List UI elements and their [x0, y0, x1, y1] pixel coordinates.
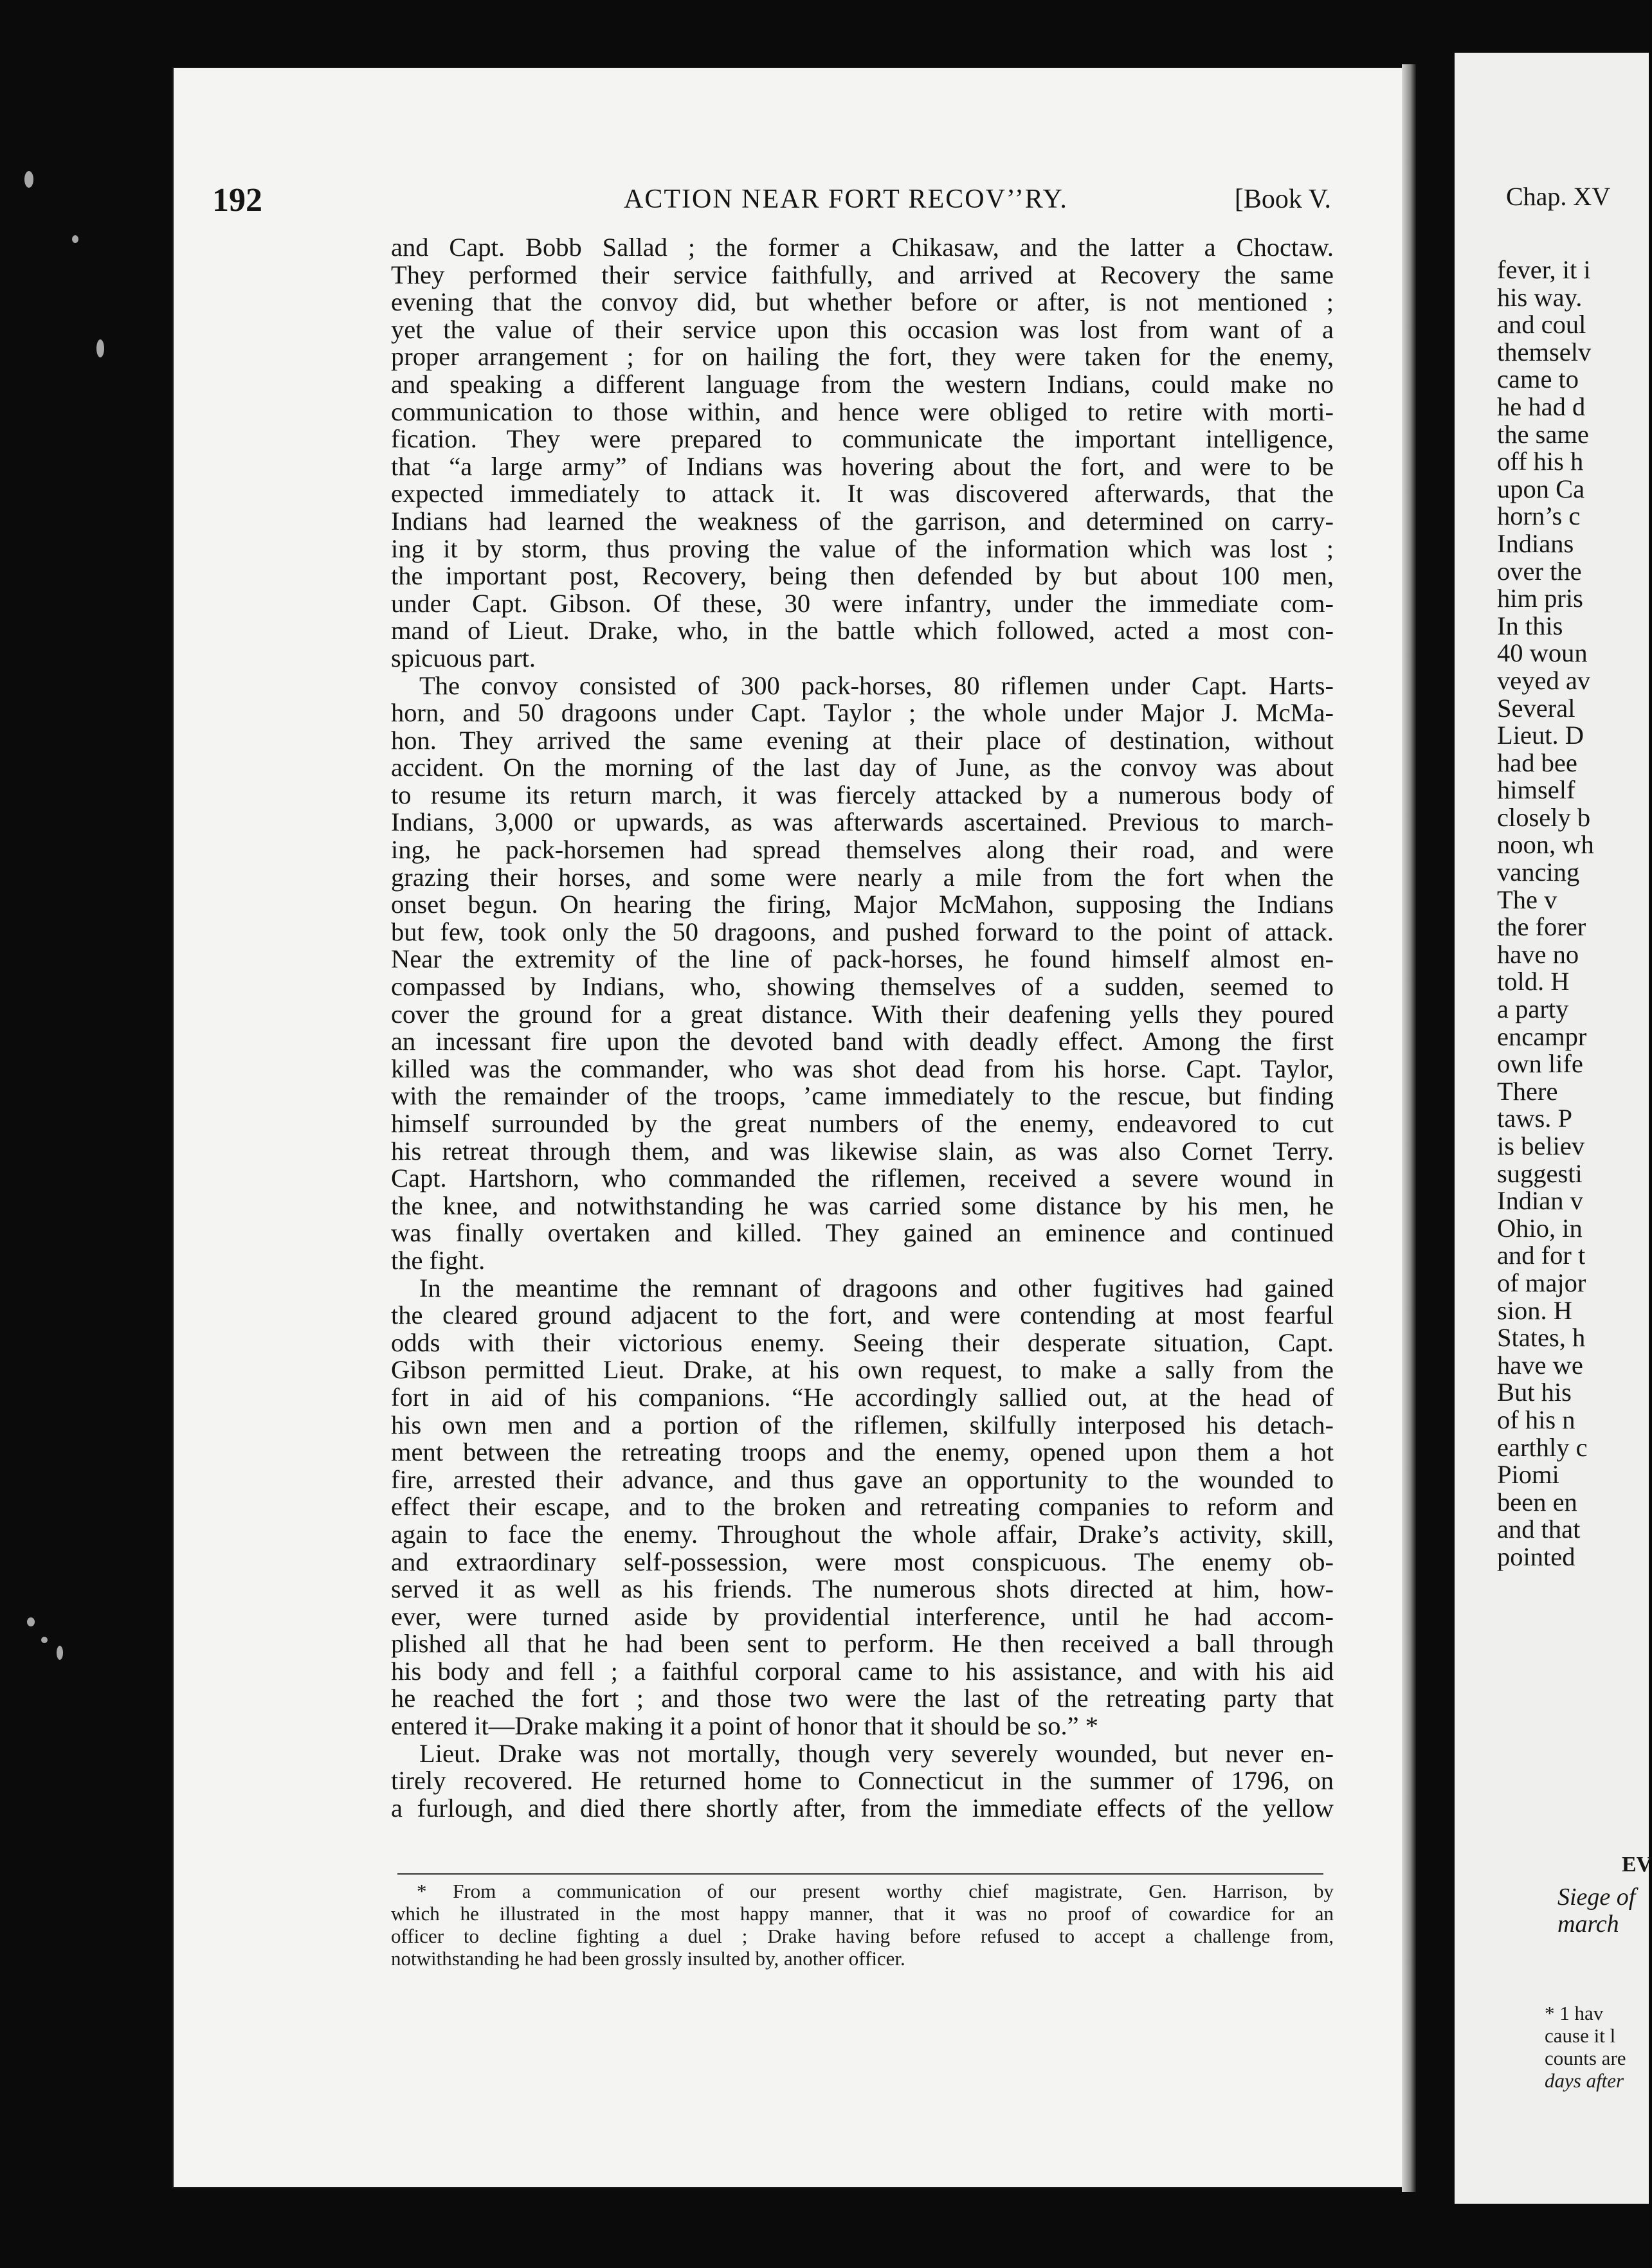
text-line: his retreat through them, and was likewise slain, as was also Cornet Terry. — [391, 1136, 1334, 1166]
text-line: killed was the commander, who was shot dead from his horse. Capt. Taylor, — [391, 1054, 1334, 1083]
facing-page-line: vancing — [1497, 858, 1580, 887]
facing-page-line: horn’s c — [1497, 501, 1581, 531]
facing-page-line: noon, wh — [1497, 830, 1594, 860]
facing-page-running-head: Chap. XV — [1506, 182, 1611, 211]
facing-page-line: march — [1557, 1911, 1619, 1938]
footnote-line: officer to decline fighting a duel ; Drake having before refused to accept a challenge from, — [391, 1925, 1334, 1947]
facing-page-line: is believ — [1497, 1131, 1585, 1160]
text-line: proper arrangement ; for on hailing the fort, they were taken for the enemy, — [391, 342, 1334, 372]
scan-speck — [24, 171, 33, 188]
facing-page-line: of his n — [1497, 1405, 1575, 1434]
text-line: In the meantime the remnant of dragoons and other fugitives had gained — [419, 1273, 1334, 1302]
text-line: spicuous part. — [391, 643, 536, 672]
text-line: his own men and a portion of the riflemen, skilfully interposed his detach- — [391, 1410, 1334, 1439]
book-label: [Book V. — [1234, 184, 1331, 214]
page-title: ACTION NEAR FORT RECOV’’RY. — [624, 184, 1068, 214]
text-line: Indians, 3,000 or upwards, as was afterwards ascertained. Previous to march- — [391, 807, 1334, 837]
text-line: Indians had learned the weakness of the garrison, and determined on carry- — [391, 506, 1334, 536]
facing-page — [1455, 53, 1652, 2204]
facing-page-line: Siege of — [1557, 1884, 1636, 1911]
running-head — [212, 181, 1331, 220]
text-line: under Capt. Gibson. Of these, 30 were infantry, under the immediate com- — [391, 588, 1334, 618]
facing-page-line: and that — [1497, 1515, 1581, 1544]
facing-page-line: sion. H — [1497, 1295, 1573, 1325]
scan-speck — [27, 1617, 35, 1626]
text-line: ing, he pack-horsemen had spread themselves along their road, and were — [391, 835, 1334, 865]
text-line: to resume its return march, it was fiercely attacked by a numerous body of — [391, 780, 1334, 809]
facing-page-line: own life — [1497, 1049, 1583, 1079]
text-line: odds with their victorious enemy. Seeing their desperate situation, Capt. — [391, 1328, 1334, 1357]
text-line: compassed by Indians, who, showing themselves of a sudden, seemed to — [391, 972, 1334, 1002]
text-line: that “a large army” of Indians was hovering about the fort, and were to be — [391, 451, 1334, 481]
facing-page-line: upon Ca — [1497, 474, 1585, 503]
text-line: fort in aid of his companions. “He accordingly sallied out, at the head of — [391, 1382, 1334, 1412]
text-line: hon. They arrived the same evening at their place of destination, without — [391, 725, 1334, 755]
facing-page-line: themselv — [1497, 337, 1592, 366]
scan-speck — [41, 1637, 48, 1643]
facing-page-line: Several — [1497, 693, 1575, 723]
text-line: accident. On the morning of the last day of June, as the convoy was about — [391, 753, 1334, 782]
text-line: evening that the convoy did, but whether before or after, is not mentioned ; — [391, 287, 1334, 317]
facing-page-text — [1497, 256, 1594, 1571]
facing-page-side-note — [1557, 1884, 1635, 1938]
text-line: his body and fell ; a faithful corporal came to his assistance, and with his aid — [391, 1656, 1334, 1686]
facing-page-line: closely b — [1497, 802, 1591, 832]
facing-page-line: veyed av — [1497, 665, 1591, 695]
scan-speck — [72, 235, 78, 243]
text-line: effect their escape, and to the broken and retreating companies to reform and — [391, 1492, 1334, 1522]
text-line: himself surrounded by the great numbers of the enemy, endeavored to cut — [391, 1109, 1334, 1138]
text-line: he reached the fort ; and those two were the last of the retreating party that — [391, 1684, 1334, 1713]
text-line: with the remainder of the troops, ’came immediately to the rescue, but finding — [391, 1081, 1334, 1111]
text-line: a furlough, and died there shortly after, from the immediate effects of the yellow — [391, 1793, 1334, 1823]
facing-page-line: over the — [1497, 556, 1582, 586]
facing-page-line: The v — [1497, 885, 1557, 914]
scan-speck — [57, 1646, 63, 1660]
facing-page-line: Indian v — [1497, 1186, 1583, 1216]
facing-page-line: had bee — [1497, 748, 1577, 777]
facing-page-line: days after — [1545, 2069, 1624, 2092]
text-line: horn, and 50 dragoons under Capt. Taylor ; the whole under Major J. McMa- — [391, 698, 1334, 728]
facing-page-line: the same — [1497, 419, 1589, 449]
facing-page-line: him pris — [1497, 584, 1583, 613]
text-line: plished all that he had been sent to perform. He then received a ball through — [391, 1629, 1334, 1659]
text-line: the fight. — [391, 1245, 486, 1275]
text-line: Capt. Hartshorn, who commanded the riflemen, received a severe wound in — [391, 1164, 1334, 1193]
facing-page-line: 40 woun — [1497, 638, 1588, 668]
text-line: again to face the enemy. Throughout the whole affair, Drake’s activity, skill, — [391, 1519, 1334, 1549]
text-line: the important post, Recovery, being then defended by but about 100 men, — [391, 561, 1334, 591]
text-line: an incessant fire upon the devoted band with deadly effect. Among the first — [391, 1027, 1334, 1056]
text-line: and speaking a different language from the western Indians, could make no — [391, 369, 1334, 399]
main-text — [391, 234, 1334, 1822]
text-line: fication. They were prepared to communicate the important intelligence, — [391, 424, 1334, 454]
facing-page-line: cause it l — [1545, 2024, 1616, 2047]
text-line: Near the extremity of the line of pack-horses, he found himself almost en- — [391, 944, 1334, 974]
facing-page-line: But his — [1497, 1378, 1572, 1407]
facing-page-line: have we — [1497, 1350, 1583, 1380]
text-line: The convoy consisted of 300 pack-horses, 80 riflemen under Capt. Harts- — [419, 670, 1334, 700]
text-line: the knee, and notwithstanding he was carried some distance by his men, he — [391, 1191, 1334, 1220]
facing-page-line: and coul — [1497, 310, 1586, 339]
text-line: and extraordinary self-possession, were most conspicuous. The enemy ob- — [391, 1547, 1334, 1576]
text-line: yet the value of their service upon this occasion was lost from want of a — [391, 314, 1334, 344]
facing-page-line: Ohio, in — [1497, 1213, 1583, 1243]
facing-page-line: been en — [1497, 1487, 1577, 1516]
facing-page-line: counts are — [1545, 2047, 1626, 2069]
facing-page-section-heading: EV — [1622, 1853, 1652, 1877]
facing-page-line: himself — [1497, 775, 1575, 805]
text-line: served it as well as his friends. The numerous shots directed at him, how- — [391, 1574, 1334, 1604]
facing-page-line: off his h — [1497, 447, 1584, 476]
text-line: the cleared ground adjacent to the fort, and were contending at most fearful — [391, 1300, 1334, 1330]
text-line: but few, took only the 50 dragoons, and pushed forward to the point of attack. — [391, 917, 1334, 946]
text-line: and Capt. Bobb Sallad ; the former a Chikasaw, and the latter a Choctaw. — [391, 233, 1334, 262]
text-line: grazing their horses, and some were nearly a mile from the fort when the — [391, 862, 1334, 892]
facing-page-line: suggesti — [1497, 1158, 1583, 1188]
page-number: 192 — [212, 182, 262, 219]
text-line: mand of Lieut. Drake, who, in the battle which followed, acted a most con- — [391, 616, 1334, 645]
text-line: expected immediately to attack it. It was discovered afterwards, that the — [391, 479, 1334, 509]
facing-page-line: fever, it i — [1497, 255, 1591, 284]
footnote-line: notwithstanding he had been grossly insulted by, another officer. — [391, 1947, 905, 1970]
scan-speck — [96, 339, 104, 357]
facing-page-line: have no — [1497, 939, 1579, 969]
text-line: communication to those within, and hence were obliged to retire with morti- — [391, 397, 1334, 426]
page-gutter-edge — [1402, 64, 1416, 2192]
text-line: onset begun. On hearing the firing, Major McMahon, supposing the Indians — [391, 890, 1334, 919]
facing-page-footnote — [1545, 2002, 1626, 2092]
text-line: They performed their service faithfully, and arrived at Recovery the same — [391, 260, 1334, 289]
text-line: tirely recovered. He returned home to Connecticut in the summer of 1796, on — [391, 1766, 1334, 1796]
facing-page-line: the forer — [1497, 912, 1586, 942]
text-line: ment between the retreating troops and the enemy, opened upon them a hot — [391, 1437, 1334, 1467]
facing-page-line: Piomi — [1497, 1460, 1559, 1490]
facing-page-line: and for t — [1497, 1241, 1586, 1270]
facing-page-line: his way. — [1497, 282, 1583, 312]
footnote-line: which he illustrated in the most happy manner, that it was no proof of cowardice for an — [391, 1902, 1334, 1925]
facing-page-line: came to — [1497, 364, 1579, 394]
footnote-line: * From a communication of our present worthy chief magistrate, Gen. Harrison, by — [417, 1880, 1334, 1902]
facing-page-line: taws. P — [1497, 1104, 1573, 1133]
facing-page-line: earthly c — [1497, 1432, 1588, 1462]
text-line: cover the ground for a great distance. With their deafening yells they poured — [391, 999, 1334, 1029]
text-line: ing it by storm, thus proving the value of the information which was lost ; — [391, 534, 1334, 563]
facing-page-line: he had d — [1497, 392, 1586, 421]
facing-page-line: States, h — [1497, 1323, 1586, 1353]
facing-page-line: of major — [1497, 1268, 1586, 1297]
facing-page-line: encampr — [1497, 1022, 1587, 1051]
facing-page-line: There — [1497, 1076, 1558, 1106]
facing-page-line: a party — [1497, 995, 1569, 1024]
facing-page-line: Lieut. D — [1497, 721, 1584, 750]
facing-page-line: Indians — [1497, 528, 1574, 558]
text-line: Gibson permitted Lieut. Drake, at his own request, to make a sally from the — [391, 1355, 1334, 1385]
text-line: was finally overtaken and killed. They gained an eminence and continued — [391, 1218, 1334, 1248]
text-line: ever, were turned aside by providential interference, until he had accom- — [391, 1601, 1334, 1631]
text-line: Lieut. Drake was not mortally, though very severely wounded, but never en- — [419, 1738, 1334, 1768]
facing-page-line: In this — [1497, 611, 1563, 640]
facing-page-line: pointed — [1497, 1542, 1575, 1571]
facing-page-line: * 1 hav — [1545, 2002, 1604, 2024]
facing-page-line: told. H — [1497, 967, 1570, 996]
text-line: fire, arrested their advance, and thus gave an opportunity to the wounded to — [391, 1464, 1334, 1494]
text-line: entered it—Drake making it a point of honor that it should be so.” * — [391, 1711, 1099, 1741]
footnote-rule — [397, 1873, 1323, 1875]
